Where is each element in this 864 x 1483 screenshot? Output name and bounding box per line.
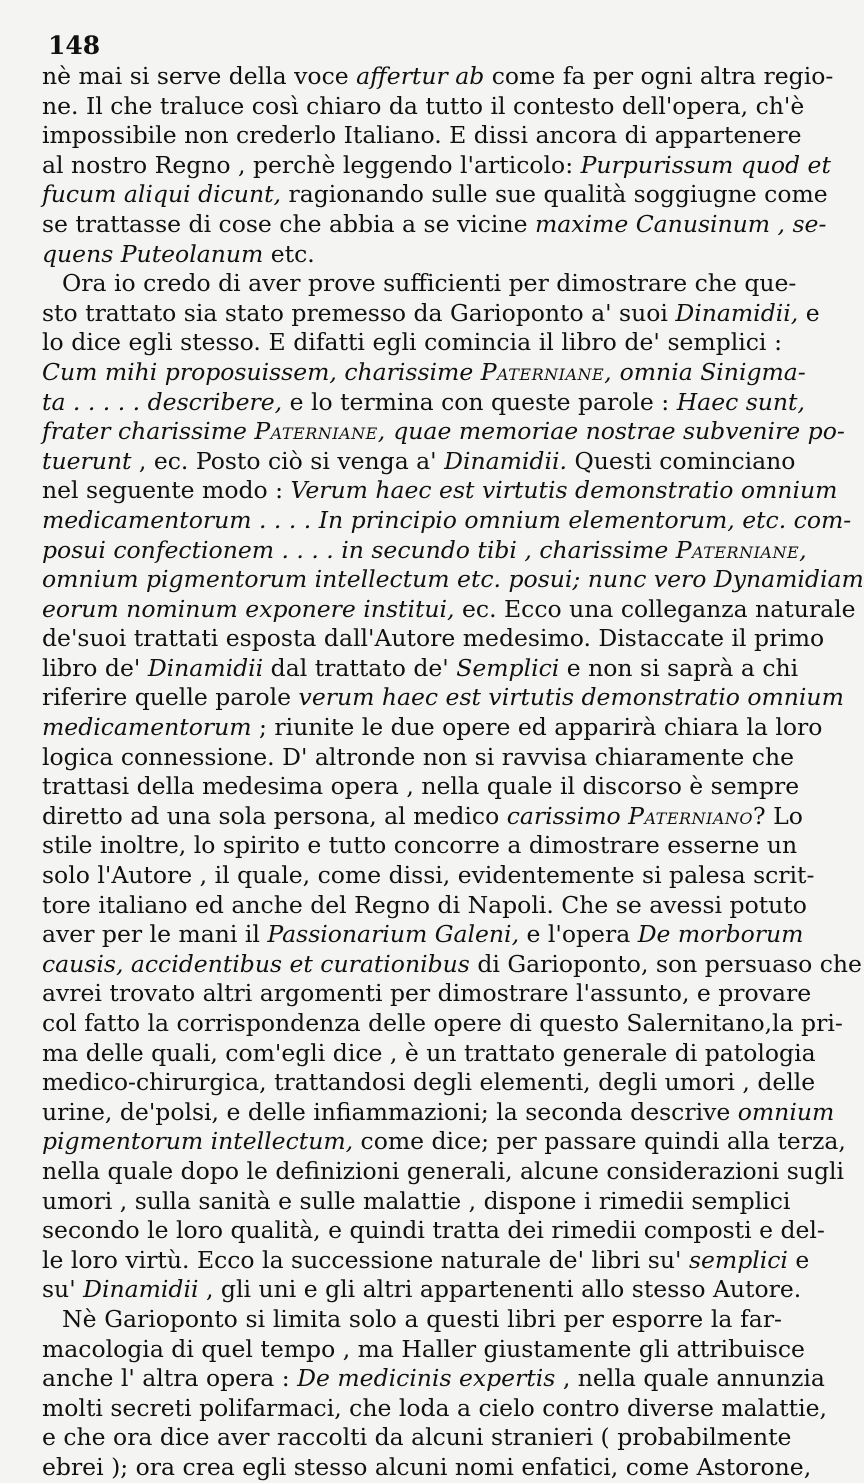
italic-segment: eorum nominum exponere institui, [42, 594, 455, 623]
italic-segment: carissimo [506, 801, 629, 830]
italic-segment: Paterniane, [675, 535, 808, 564]
text-segment: medico-chirurgica, trattandosi degli elementi, degli umori , delle [42, 1068, 816, 1097]
text-line [42, 328, 782, 358]
text-segment: aver per le mani il [42, 920, 268, 949]
text-segment: dal trattato de' [263, 653, 457, 682]
text-segment: anche l' altra opera : [42, 1364, 298, 1393]
text-segment: tore italiano ed anche del Regno di Napoli. Che se avessi potuto [42, 890, 807, 919]
text-segment: Ora io credo di aver prove sufficienti per dimostrare che que- [62, 269, 797, 298]
text-line [42, 62, 834, 92]
italic-segment: medicamentorum [42, 713, 252, 742]
text-line [42, 683, 844, 713]
text-segment: diretto ad una sola persona, al medico [42, 801, 507, 830]
text-segment: col fatto la corrispondenza delle opere di questo Salernitano,la pri- [42, 1009, 843, 1037]
text-line [42, 801, 803, 832]
italic-segment: causis, accidentibus et curationibus [42, 949, 470, 978]
text-line [42, 979, 812, 1009]
text-segment: umori , sulla sanità e sulle malattie , dispone i rimedii semplici [42, 1186, 791, 1215]
italic-segment: Haec sunt, [676, 387, 805, 416]
text-line [42, 1334, 805, 1365]
italic-segment: quens Puteolanum [42, 239, 264, 268]
text-segment: ec. Ecco una colleganza naturale [454, 594, 856, 623]
italic-segment: medicamentorum . . . . In principio omnium elementorum, etc. com- [42, 505, 852, 534]
italic-segment: Paterniane, [480, 357, 613, 386]
text-line [42, 150, 831, 181]
text-segment: nel seguente modo : [42, 476, 291, 505]
text-line [42, 1156, 845, 1187]
text-segment: lo dice egli stesso. E difatti egli comincia il libro de' semplici : [42, 328, 782, 357]
text-line [42, 1393, 827, 1424]
text-segment: ; riunite le due opere ed apparirà chiara la loro [251, 713, 823, 742]
text-segment: logica connessione. D' altronde non si ravvisa chiaramente che [42, 742, 794, 771]
text-segment: al nostro Regno , perchè leggendo l'articolo: [42, 150, 581, 179]
text-segment: e [787, 1245, 810, 1274]
text-line [42, 91, 805, 122]
italic-segment: Semplici [456, 653, 560, 682]
text-line [42, 1009, 843, 1039]
text-line [42, 831, 798, 861]
italic-segment: omnium pigmentorum intellectum etc. posui; nunc vero Dynamidiam [42, 565, 864, 594]
text-line [42, 920, 804, 950]
text-segment: sto trattato sia stato premesso da Garioponto a' suoi [42, 298, 676, 327]
text-line [42, 653, 799, 684]
italic-segment: Dinamidii [147, 653, 264, 682]
italic-segment: Dinamidii, [675, 298, 799, 327]
italic-segment: verum haec est virtutis demonstratio omnium [298, 683, 844, 712]
text-segment: , gli uni e gli altri appartenenti allo stesso Autore. [198, 1275, 802, 1304]
text-segment: Questi cominciano [566, 446, 796, 475]
text-segment: se trattasse di cose che abbia a se vicine [42, 209, 535, 238]
italic-segment: posui confectionem . . . . in secundo tibi , charissime [42, 535, 676, 564]
text-line [42, 1364, 825, 1394]
text-segment: e che ora dice aver raccolti da alcuni stranieri ( probabilmente [42, 1423, 792, 1452]
text-segment: e [798, 298, 820, 327]
text-line [42, 742, 794, 773]
text-line [42, 1097, 835, 1128]
italic-segment: Dinamidii. [444, 446, 567, 475]
text-line [42, 1038, 816, 1069]
text-line [42, 298, 820, 329]
text-segment: come fa per ogni altra regio- [484, 62, 834, 90]
italic-segment: omnia Sinigma- [612, 357, 806, 386]
text-line [42, 594, 856, 625]
text-segment: molti secreti polifarmaci, che loda a cielo contro diverse malattie, [42, 1393, 827, 1422]
text-line [42, 1245, 810, 1276]
italic-segment: semplici [688, 1245, 788, 1274]
text-line [42, 949, 862, 980]
italic-segment: Verum haec est virtutis demonstratio omnium [290, 476, 838, 505]
text-line [42, 624, 825, 654]
text-segment: macologia di quel tempo , ma Haller giustamente gli attribuisce [42, 1334, 805, 1363]
text-line [42, 1216, 825, 1246]
text-line [42, 713, 823, 743]
italic-segment: Passionarium Galeni, [267, 920, 520, 949]
text-line [42, 505, 852, 536]
italic-segment: De morborum [637, 920, 804, 949]
text-segment: su' [42, 1275, 84, 1304]
italic-segment: fucum aliqui dicunt, [42, 180, 281, 209]
italic-segment: omnium [737, 1097, 835, 1126]
text-segment: impossibile non crederlo Italiano. E dissi ancora di appartenere [42, 121, 802, 150]
text-segment: ebrei ); ora crea egli stesso alcuni nomi enfatici, come Astorone, [42, 1452, 812, 1481]
text-line [42, 535, 808, 566]
italic-segment: Purpurissum quod et [580, 150, 831, 179]
text-segment: ne. Il che traluce così chiaro da tutto il contesto dell'opera, ch'è [42, 91, 805, 120]
text-segment: etc. [263, 239, 315, 268]
text-segment: avrei trovato altri argomenti per dimostrare l'assunto, e provare [42, 979, 812, 1008]
text-segment: libro de' [42, 653, 148, 682]
text-segment: le loro virtù. Ecco la successione naturale de' libri su' [42, 1245, 689, 1274]
text-segment: e non si saprà a chi [559, 653, 799, 682]
italic-segment: Dinamidii [83, 1275, 199, 1304]
text-line [42, 1423, 792, 1453]
text-line [42, 890, 807, 921]
text-line [42, 476, 838, 506]
italic-segment: Cum mihi proposuissem, charissime [42, 357, 481, 386]
text-segment: urine, de'polsi, e delle infiammazioni; la seconda descrive [42, 1097, 738, 1126]
italic-segment: Paterniane, [254, 417, 386, 446]
text-segment: come dice; per passare quindi alla terza, [353, 1127, 846, 1156]
text-line [42, 269, 797, 299]
text-segment: secondo le loro qualità, e quindi tratta dei rimedii composti e del- [42, 1216, 825, 1245]
text-segment: stile inoltre, lo spirito e tutto concorre a dimostrare esserne un [42, 831, 798, 860]
text-line [42, 1275, 802, 1305]
text-line [42, 1068, 816, 1098]
text-segment: , ec. Posto ciò si venga a' [131, 446, 445, 475]
text-segment: riferire quelle parole [42, 683, 299, 712]
text-line [42, 1127, 846, 1157]
text-segment: nè mai si serve della voce [42, 62, 357, 90]
text-segment: e lo termina con queste parole : [282, 387, 677, 416]
italic-segment: pigmentorum intellectum, [42, 1127, 354, 1156]
text-segment: di Garioponto, son persuaso che [469, 949, 862, 978]
text-line [42, 565, 864, 595]
text-line [42, 387, 805, 418]
italic-segment: ta . . . . . describere, [42, 387, 283, 416]
text-segment: ma delle quali, com'egli dice , è un trattato generale di patologia [42, 1038, 816, 1067]
italic-segment: De medicinis expertis [297, 1364, 556, 1393]
text-line [42, 357, 806, 388]
text-segment: e l'opera [519, 920, 638, 949]
text-line [42, 1186, 791, 1217]
text-line [42, 1305, 782, 1335]
text-line [42, 240, 782, 270]
body-text [42, 62, 864, 1483]
text-line [42, 446, 796, 477]
page-number: 148 [48, 31, 101, 60]
text-segment: de'suoi trattati esposta dall'Autore medesimo. Distaccate il primo [42, 624, 825, 653]
italic-segment: affertur ab [356, 62, 485, 90]
text-line [42, 1452, 812, 1483]
text-segment: ? Lo [753, 801, 803, 830]
text-segment: , nella quale annunzia [555, 1364, 825, 1393]
italic-segment: tuerunt [42, 446, 132, 475]
text-line [42, 417, 845, 447]
text-line [42, 121, 802, 151]
text-line [42, 861, 815, 891]
text-segment: solo l'Autore , il quale, come dissi, evidentemente si palesa scrit- [42, 861, 815, 890]
italic-segment: Paterniano [628, 801, 754, 830]
italic-segment: quae memoriae nostrae subvenire po- [385, 417, 845, 446]
text-line [42, 209, 827, 240]
text-segment: nella quale dopo le definizioni generali, alcune considerazioni sugli [42, 1156, 845, 1185]
text-segment: Nè Garioponto si limita solo a questi libri per esporre la far- [62, 1304, 782, 1333]
italic-segment: maxime Canusinum , se- [534, 209, 827, 238]
text-line [42, 772, 800, 802]
text-segment: ragionando sulle sue qualità soggiugne come [281, 180, 828, 209]
text-segment: trattasi della medesima opera , nella quale il discorso è sempre [42, 772, 800, 801]
text-line [42, 180, 828, 210]
italic-segment: frater charissime [42, 417, 255, 446]
